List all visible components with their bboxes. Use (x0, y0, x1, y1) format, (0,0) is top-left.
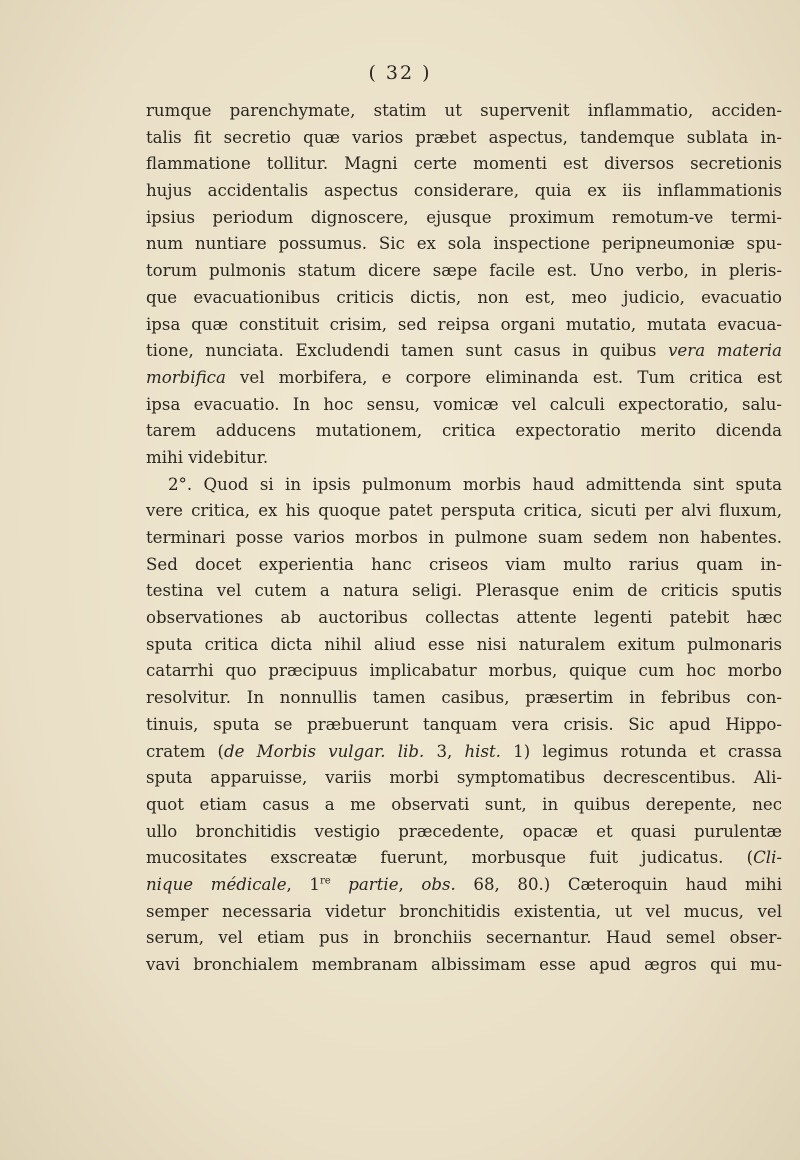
text-line: ipsius periodum dignoscere, ejusque proximum remotum-ve termi- (146, 207, 782, 227)
text-line: torum pulmonis statum dicere sæpe facile est. Uno verbo, in pleris- (146, 261, 782, 281)
text-line: ipsa quæ constituit crisim, sed reipsa organi mutatio, mutata evacua- (146, 314, 782, 334)
text-line: num nuntiare possumus. Sic ex sola inspectione peripneumoniæ spu- (146, 234, 782, 254)
text-line: hujus accidentalis aspectus considerare, quia ex iis inflammationis (146, 181, 782, 201)
text-line: resolvitur. In nonnullis tamen casibus, præsertim in febribus con- (146, 688, 782, 708)
text-line: tione, nunciata. Excludendi tamen sunt casus in quibus vera materia (146, 341, 783, 361)
text-line: vavi bronchialem membranam albissimam esse apud ægros qui mu- (146, 955, 782, 974)
text-line: vere critica, ex his quoque patet persputa critica, sicuti per alvi fluxum, (146, 501, 782, 521)
text-line: flammatione tollitur. Magni certe momenti est diversos secretionis (146, 154, 782, 174)
text-line: que evacuationibus criticis dictis, non est, meo judicio, evacuatio (146, 287, 782, 307)
text-line: serum, vel etiam pus in bronchiis secernantur. Haud semel obser- (146, 928, 782, 948)
text-line: catarrhi quo præcipuus implicabatur morbus, quique cum hoc morbo (146, 661, 782, 681)
paragraph-start-line: 2°. Quod si in ipsis pulmonum morbis haud admittenda sint sputa (168, 474, 782, 494)
text-line: testina vel cutem a natura seligi. Plerasque enim de criticis sputis (146, 581, 782, 601)
body-text (146, 98, 782, 979)
text-line: rumque parenchymate, statim ut supervenit inflammatio, acciden- (146, 101, 782, 120)
text-line: semper necessaria videtur bronchitidis existentia, ut vel mucus, vel (146, 901, 782, 921)
text-line: sputa critica dicta nihil aliud esse nisi naturalem exitum pulmonaris (146, 634, 782, 654)
text-line: terminari posse varios morbos in pulmone suam sedem non habentes. (146, 528, 782, 547)
text-line: quot etiam casus a me observati sunt, in quibus derepente, nec (146, 794, 782, 814)
text-line: Sed docet experientia hanc criseos viam multo rarius quam in- (146, 554, 782, 574)
text-line: observationes ab auctoribus collectas attente legenti patebit hæc (146, 608, 782, 628)
text-line: ullo bronchitidis vestigio præcedente, opacæ et quasi purulentæ (146, 821, 782, 841)
text-line: ipsa evacuatio. In hoc sensu, vomicæ vel calculi expectoratio, salu- (146, 394, 782, 414)
text-line: nique médicale, 1re partie, obs. 68, 80.) Cæteroquin haud mihi (146, 874, 782, 894)
text-line: talis fit secretio quæ varios præbet aspectus, tandemque sublata in- (146, 127, 782, 147)
page-number: ( 32 ) (368, 62, 432, 84)
text-line: tinuis, sputa se præbuerunt tanquam vera crisis. Sic apud Hippo- (146, 714, 782, 734)
text-line: sputa apparuisse, variis morbi symptomatibus decrescentibus. Ali- (146, 768, 782, 788)
paragraph-end-line: mihi videbitur. (146, 447, 269, 467)
text-line: cratem (de Morbis vulgar. lib. 3, hist. 1) legimus rotunda et crassa (146, 741, 783, 761)
text-line: tarem adducens mutationem, critica expectoratio merito dicenda (146, 421, 782, 441)
text-line: mucositates exscreatæ fuerunt, morbusque fuit judicatus. (Cli- (146, 848, 782, 868)
text-line: morbifica vel morbifera, e corpore eliminanda est. Tum critica est (146, 367, 782, 387)
